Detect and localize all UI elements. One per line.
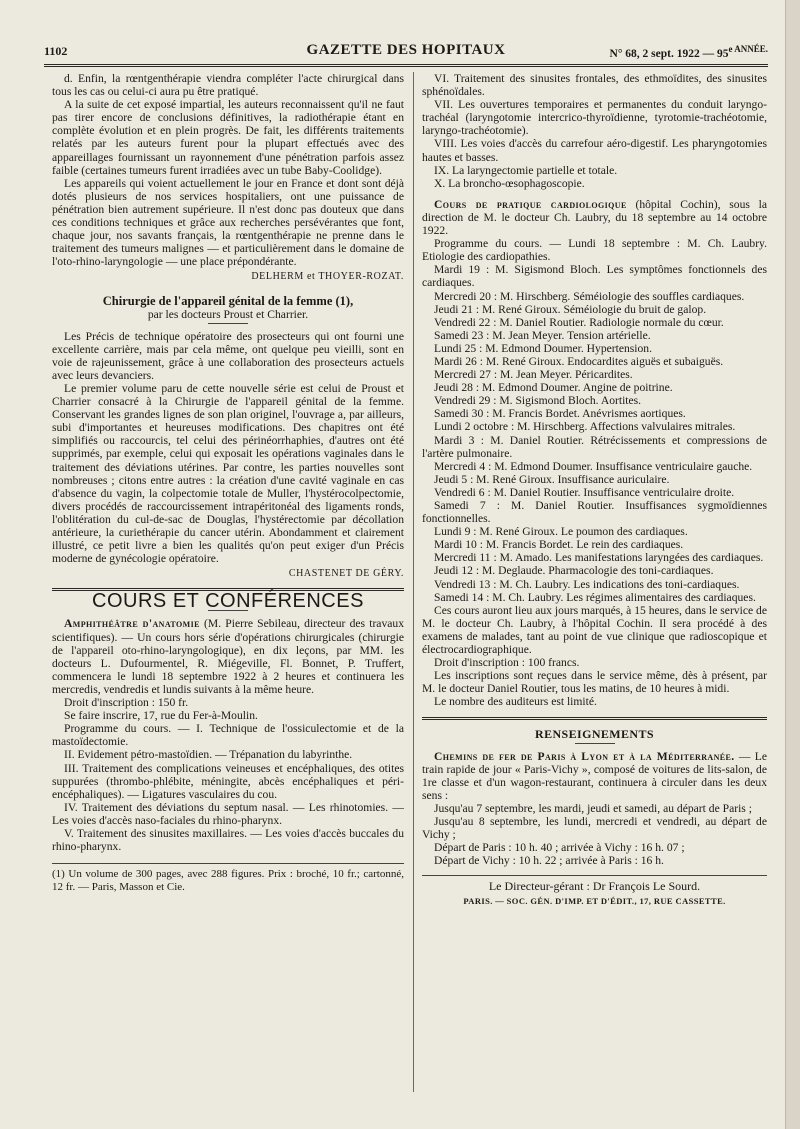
review-title: Chirurgie de l'appareil génital de la femme (1), [102,293,354,308]
cardio-line: Droit d'inscription : 100 francs. [434,656,580,670]
amphi-line: V. Traitement des sinusites maxillaires. — Les voies d'accès buccales du rhino-pharynx. [52,826,404,854]
cardio-line: Samedi 14 : M. Ch. Laubry. Les régimes alimentaires des cardiaques. [434,590,756,604]
train-line: Départ de Paris : 10 h. 40 ; arrivée à Vichy : 16 h. 07 ; [434,841,685,855]
amphi-heading: Amphithéâtre d'anatomie [64,617,200,631]
section-divider [422,717,767,720]
cardio-line: Samedi 7 : M. Daniel Routier. Insuffisances sygmoïdiennes fonctionnelles. [422,499,767,526]
review-paragraph: Le premier volume paru de cette nouvelle série est celui de Proust et Charrier consacré à la Chirurgie de l'appareil génital de la femme. Conservant les grandes lignes de son plan originel, l'ouvrage a, par ailleurs, subi d'importantes et heureuses modifications. Des chapitres ont été simplifiés ou raccourcis, tel celui des périnéorrhaphies, d'autres ont été supprimés, par exemple, celui qui exposait les opérations vaginales dans le traitement des déviations utérines. Par contre, les parties nouvelles sont nombreuses ; citons entre autres : la création d'une cavité vaginale en cas d'absence du vagin, la colpectomie totale de Muller, l'hystérocolpectomie, divers procédés de raccourcissement intrapéritonéal des ligaments ronds, l'oblitération du cul-de-sac de Douglas, l'hystérectomie par décollation antérieure, la curiethérapie du cancer utérin. Abondamment et clairement illustré, ce petit livre a bien les qualités qu'on peut exiger d'un Précis moderne de gynécologie opératoire. [52,381,404,566]
header-rule [44,64,768,67]
review-paragraph: Les Précis de technique opératoire des prosecteurs qui ont fourni une excellente carrière, mais par cela même, ont quelque peu vieilli, sont en voie de rajeunissement, grâce à une collaboration des prosecteurs actuels avec leurs devanciers. [52,329,404,382]
amphi-line: Se faire inscrire, 17, rue du Fer-à-Moulin. [64,709,258,723]
cardio-line: Mercredi 27 : M. Jean Meyer. Péricardites. [434,368,633,382]
footnote: (1) Un volume de 300 pages, avec 288 figures. Prix : broché, 10 fr.; cartonné, 12 fr. — Paris, Masson et Cie. [52,863,404,893]
cardio-line: Lundi 2 octobre : M. Hirschberg. Affections valvulaires mitrales. [434,420,736,434]
cardio-line: Mardi 3 : M. Daniel Routier. Rétrécissements et compressions de l'artère pulmonaire. [422,433,767,460]
cardio-line: Ces cours auront lieu aux jours marqués, à 15 heures, dans le service de M. le docteur Ch. Laubry, à l'hôpital Cochin. Il sera procédé à des examens de malades, tant au point de vue clinique que radioscopique et électrocardiographique. [422,603,767,657]
cardio-line: Le nombre des auditeurs est limité. [434,695,597,709]
train-line: Départ de Vichy : 10 h. 22 ; arrivée à Paris : 16 h. [434,854,664,868]
intro-paragraph: d. Enfin, la rœntgenthérapie viendra compléter l'acte chirurgical dans tous les cas ou celui-ci aura pu être pratiqué. [52,72,404,99]
page-header [44,44,768,64]
cardio-line: Vendredi 22 : M. Daniel Routier. Radiologie normale du cœur. [434,315,724,329]
amphi-line: IV. Traitement des déviations du septum nasal. — Les rhinotomies. — Les voies d'accès naso-faciales du rhino-pharynx. [52,800,404,827]
amphi-text: (M. Pierre Sebileau, directeur des travaux scientifiques). — Un cours hors série d'opérations chirurgicales (chirurgie de l'appareil oto-rhino-laryngologique), en dix leçons, par MM. les docteurs L. Dufourmentel, R. Miégeville, Fl. Bonnet, P. Truffert, commencera le lundi 18 septembre 1922 à 2 heures et continuera les mercredis, vendredis et lundis suivants à la même heure. [52,617,404,696]
cardio-line: Samedi 23 : M. Jean Meyer. Tension artérielle. [434,328,651,342]
program-line: VII. Les ouvertures temporaires et permanentes du conduit laryngo-trachéal (laryngotomie intercrico-thyroïdienne, tyrotomie-trachéotomie, laryngo-trachéotomie). [422,98,767,138]
renseignements-title: RENSEIGNEMENTS [535,726,654,741]
amphi-line: III. Traitement des complications veineuses et encéphaliques, des otites suppurées (thrombo-phlébite, méningite, abcès encéphaliques et péri-encéphaliques). — Ligatures vasculaires du cou. [52,761,404,801]
amphi-line: Droit d'inscription : 150 fr. [64,696,189,710]
program-line: VI. Traitement des sinusites frontales, des ethmoïdites, des sinusites sphénoïdales. [422,72,767,99]
cardio-line: Samedi 30 : M. Francis Bordet. Anévrismes aortiques. [434,407,686,421]
director-line: Le Directeur-gérant : Dr François Le Sourd. [422,875,767,893]
intro-paragraph: Les appareils qui voient actuellement le jour en France et dont sont déjà dotés plusieurs de nos services hospitaliers, ont une puissance de pénétration bien autrement supérieure. Il n'est donc pas douteux que dans ces conditions techniques et grâce aux recherches persévérantes que font, chaque jour, nos savants français, la rœntgenthérapie ne prenne dans le traitement des tumeurs malignes — et particulièrement dans le domaine de l'oto-rhino-laryngologie — une place prépondérante. [52,176,404,269]
mini-divider [208,323,248,324]
issue-info [610,44,768,60]
cardio-line: Jeudi 5 : M. René Giroux. Insuffisance auriculaire. [434,472,670,486]
train-line: Jusqu'au 7 septembre, les mardi, jeudi et samedi, au départ de Paris ; [434,801,752,815]
cardio-line: Vendredi 6 : M. Daniel Routier. Insuffisance ventriculaire droite. [434,485,735,499]
issue-date: N° 68, 2 sept. 1922 — 95 [609,47,729,60]
cardio-line: Jeudi 28 : M. Edmond Doumer. Angine de poitrine. [434,381,673,395]
train-line: Jusqu'au 8 septembre, les lundi, mercredi et vendredi, au départ de Vichy ; [422,815,767,842]
cardio-line: Mercredi 20 : M. Hirschberg. Séméiologie des souffles cardiaques. [434,289,745,303]
program-line: VIII. Les voies d'accès du carrefour aéro-digestif. Les pharyngotomies hautes et basses. [422,137,767,164]
mini-divider [575,743,615,744]
cours-title: COURS ET CONFÉRENCES [92,590,364,613]
cardio-line: Jeudi 12 : M. Deglaude. Pharmacologie des toni-cardiaques. [434,564,714,578]
right-column [422,72,767,908]
cardio-heading: Cours de pratique cardiologique [434,197,627,211]
amphi-line: II. Evidement pétro-mastoïdien. — Trépanation du labyrinthe. [64,748,353,762]
train-text: — Le train rapide de jour « Paris-Vichy », composé de voitures de lits-salon, de 1re classe et d'un wagon-restaurant, continuera à circuler dans les deux sens : [422,749,767,802]
page-number: 1102 [44,44,68,58]
intro-paragraph: A la suite de cet exposé impartial, les auteurs reconnaissent qu'il ne faut pas tirer encore de conclusions définitives, la radiothérapie étant en complète évolution et en plein progrès. De fait, les différents traitements relatés par les auteurs furent pour la plupart effectués avec des appareillages fournissant un rayonnement d'une pénétration parfois assez faible (certaines tumeurs furent irradiées avec un tube Baby-Coolidge). [52,98,404,177]
left-column [52,72,404,893]
program-line: X. La broncho-œsophagoscopie. [434,176,585,190]
journal-title: GAZETTE DES HOPITAUX [306,42,506,58]
column-separator [413,72,414,1092]
issue-suffix: e ANNÉE. [728,44,768,54]
cardio-text: (hôpital Cochin), sous la direction de M. le docteur Ch. Laubry, du 18 septembre au 14 octobre 1922. [422,197,768,238]
cardio-line: Jeudi 21 : M. René Giroux. Séméiologie du bruit de galop. [434,302,707,316]
cardio-line: Les inscriptions sont reçues dans le service même, dès à présent, par M. le docteur Daniel Routier, tous les matins, de 10 heures à midi. [422,669,767,696]
cardio-line: Mardi 26 : M. René Giroux. Endocardites aiguës et subaiguës. [434,354,724,368]
amphi-line: Programme du cours. — I. Technique de l'ossiculectomie et de la mastoïdectomie. [52,722,404,749]
cardio-line: Mardi 19 : M. Sigismond Bloch. Les symptômes fonctionnels des cardiaques. [422,263,767,290]
intro-signature: DELHERM et THOYER-ROZAT. [251,271,404,283]
cardio-line: Vendredi 29 : M. Sigismond Bloch. Aortites. [434,394,642,408]
program-line: IX. La laryngectomie partielle et totale. [434,163,618,177]
review-subtitle: par les docteurs Proust et Charrier. [147,307,309,321]
cardio-line: Lundi 9 : M. René Giroux. Le poumon des cardiaques. [434,525,688,539]
cardio-line: Lundi 25 : M. Edmond Doumer. Hypertension. [434,341,653,355]
cardio-line: Vendredi 13 : M. Ch. Laubry. Les indications des toni-cardiaques. [434,577,740,591]
cardio-line: Mercredi 11 : M. Amado. Les manifestations laryngées des cardiaques. [434,551,764,565]
cardio-line: Mercredi 4 : M. Edmond Doumer. Insuffisance ventriculaire gauche. [434,459,753,473]
cardio-line: Mardi 10 : M. Francis Bordet. Le rein des cardiaques. [434,538,684,552]
review-signature: CHASTENET DE GÉRY. [288,568,404,580]
cardio-line: Programme du cours. — Lundi 18 septembre : M. Ch. Laubry. Etiologie des cardiopathies. [422,237,767,264]
printer-imprint: PARIS. — SOC. GÉN. D'IMP. ET D'ÉDIT., 17, RUE CASSETTE. [463,895,726,906]
page-edge [785,0,800,1129]
train-heading: Chemins de fer de Paris à Lyon et à la Méditerranée. [434,749,735,763]
